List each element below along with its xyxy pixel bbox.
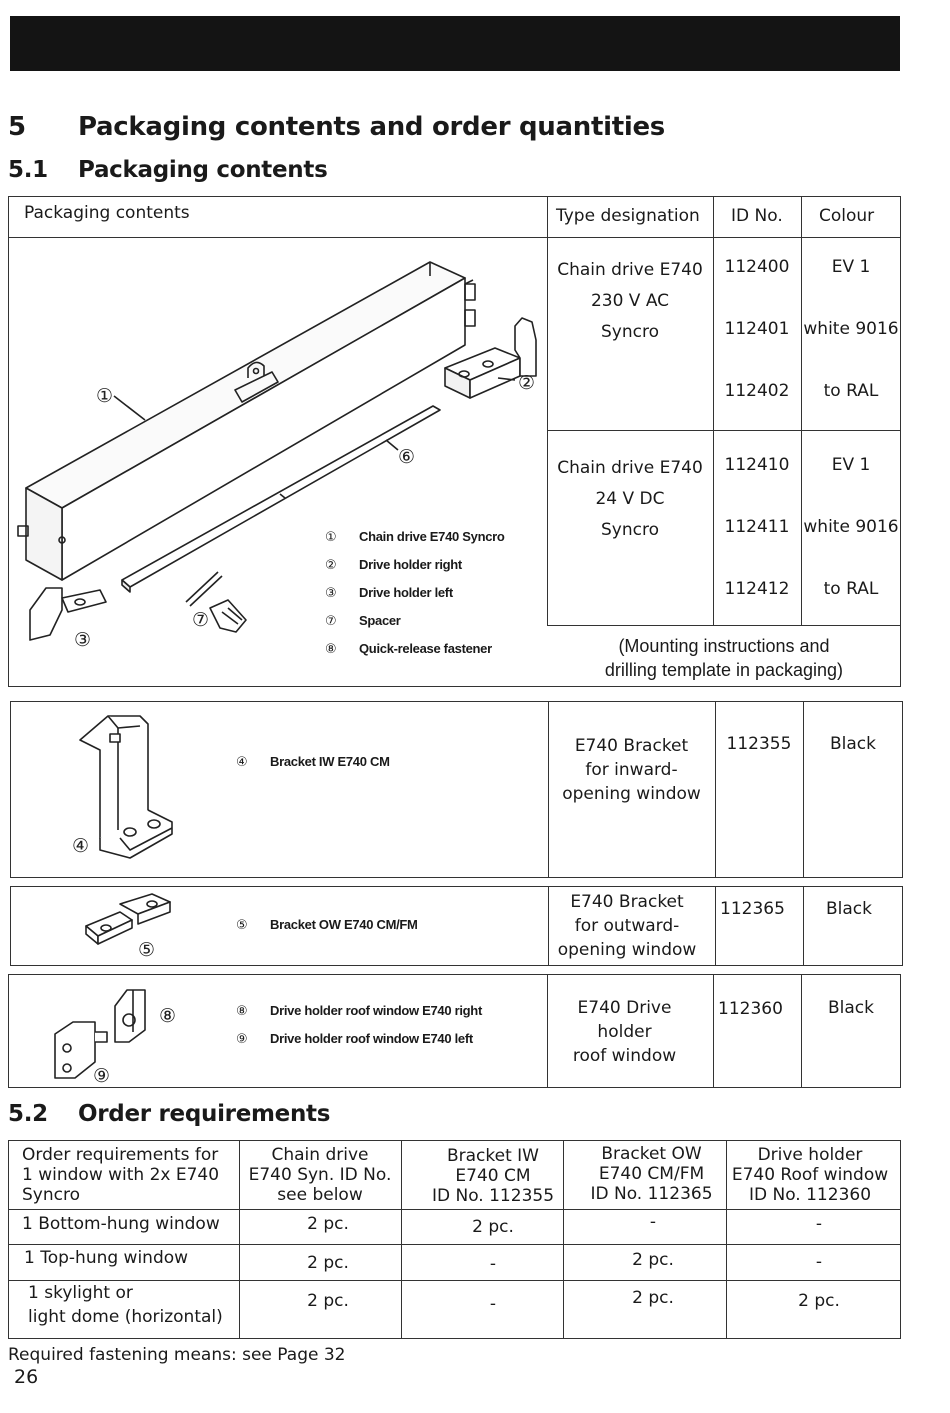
order-cell: 2 pc. <box>632 1250 674 1270</box>
order-cell: 2 pc. <box>632 1288 674 1308</box>
header-id-no: ID No. <box>731 206 783 226</box>
order-cell: - <box>815 1214 823 1234</box>
callout-8: ⑧ <box>159 1005 177 1027</box>
section-number: 5 <box>8 112 26 142</box>
callout-9: ⑨ <box>93 1065 111 1086</box>
callout-7: ⑦ <box>192 609 210 631</box>
legend-item: ③ Drive holder left <box>325 585 453 601</box>
order-header-drive-holder: Drive holder E740 Roof window ID No. 112360 <box>731 1145 889 1205</box>
order-cell: 2 pc. <box>307 1253 349 1273</box>
order-cell: 2 pc. <box>307 1214 349 1234</box>
section-title: Packaging contents <box>78 157 328 183</box>
callout-1: ① <box>96 385 114 407</box>
drive-holder-roof-illustration <box>45 982 195 1086</box>
section-title: Order requirements <box>78 1101 331 1127</box>
divider <box>713 974 714 1088</box>
callout-4: ④ <box>72 835 90 857</box>
type-designation-24v: Chain drive E740 24 V DC Syncro <box>557 458 703 540</box>
section-title: Packaging contents and order quantities <box>78 112 665 142</box>
legend-item: ④ Bracket IW E740 CM <box>236 754 390 770</box>
legend-list <box>325 526 505 666</box>
footnote: Required fastening means: see Page 32 <box>8 1345 346 1365</box>
order-cell: - <box>489 1294 497 1314</box>
legend-item: ⑤ Bracket OW E740 CM/FM <box>236 917 418 933</box>
id-bracket-ow: 112365 <box>720 899 785 919</box>
colour-bracket-ow: Black <box>826 899 872 919</box>
order-cell: 2 pc. <box>798 1291 840 1311</box>
legend-item: ⑧ Drive holder roof window E740 right <box>236 1003 482 1019</box>
order-header-bracket-ow: Bracket OW E740 CM/FM ID No. 112365 <box>590 1144 713 1204</box>
type-designation-bracket-ow: E740 Bracket for outward- opening window <box>557 892 697 960</box>
section-5-2-heading <box>8 1101 330 1127</box>
divider <box>715 701 716 878</box>
order-cell: 2 pc. <box>472 1217 514 1237</box>
callout-6: ⑥ <box>398 446 416 468</box>
callout-2: ② <box>518 372 536 394</box>
colour-drive-holder: Black <box>828 998 874 1018</box>
order-header-col1: Order requirements for 1 window with 2x E740 Syncro <box>22 1145 220 1205</box>
order-cell: - <box>815 1252 823 1272</box>
legend-item: ② Drive holder right <box>325 557 462 573</box>
id-list-230v: 112400 112401 112402 <box>724 257 790 401</box>
divider <box>8 237 901 238</box>
header-type-designation: Type designation <box>556 206 700 226</box>
colour-list-24v: EV 1 white 9016 to RAL <box>803 455 899 599</box>
bracket-iw-illustration <box>60 710 190 865</box>
section-number: 5.2 <box>8 1101 48 1127</box>
type-designation-drive-holder: E740 Drive holder roof window <box>572 998 677 1066</box>
colour-list-230v: EV 1 white 9016 to RAL <box>803 257 899 401</box>
order-header-chain-drive: Chain drive E740 Syn. ID No. see below <box>248 1145 392 1205</box>
section-5-heading <box>8 112 665 142</box>
order-cell: - <box>649 1212 657 1232</box>
order-row-label: 1 Bottom-hung window <box>22 1214 220 1234</box>
type-designation-230v: Chain drive E740 230 V AC Syncro <box>557 260 703 342</box>
header-colour: Colour <box>819 206 875 226</box>
page-number: 26 <box>14 1366 39 1388</box>
callout-5: ⑤ <box>138 939 156 961</box>
callout-3: ③ <box>74 629 92 651</box>
id-drive-holder: 112360 <box>718 999 783 1019</box>
section-number: 5.1 <box>8 157 48 183</box>
divider <box>8 1209 901 1210</box>
order-cell: 2 pc. <box>307 1291 349 1311</box>
order-header-bracket-iw: Bracket IW E740 CM ID No. 112355 <box>431 1146 555 1206</box>
section-5-1-heading <box>8 157 327 183</box>
divider <box>803 701 804 878</box>
legend-item: ⑦ Spacer <box>325 613 401 629</box>
legend-item: ① Chain drive E740 Syncro <box>325 529 505 545</box>
header-packaging-contents: Packaging contents <box>24 203 190 223</box>
order-row-label: 1 skylight or light dome (horizontal) <box>28 1283 223 1327</box>
legend-list-roof <box>236 1000 482 1056</box>
divider <box>8 1244 901 1245</box>
type-designation-bracket-iw: E740 Bracket for inward- opening window <box>562 736 701 804</box>
bracket-ow-illustration <box>80 890 180 962</box>
colour-bracket-iw: Black <box>830 734 876 754</box>
order-row-label: 1 Top-hung window <box>24 1248 189 1268</box>
order-cell: - <box>489 1254 497 1274</box>
id-bracket-iw: 112355 <box>726 734 792 754</box>
legend-item: ⑧ Quick-release fastener <box>325 641 492 657</box>
header-bar <box>10 16 900 71</box>
legend-item: ⑨ Drive holder roof window E740 left <box>236 1031 473 1047</box>
id-list-24v: 112410 112411 112412 <box>724 455 790 599</box>
divider <box>801 974 802 1088</box>
mounting-note: (Mounting instructions and drilling template in packaging) <box>604 636 844 680</box>
